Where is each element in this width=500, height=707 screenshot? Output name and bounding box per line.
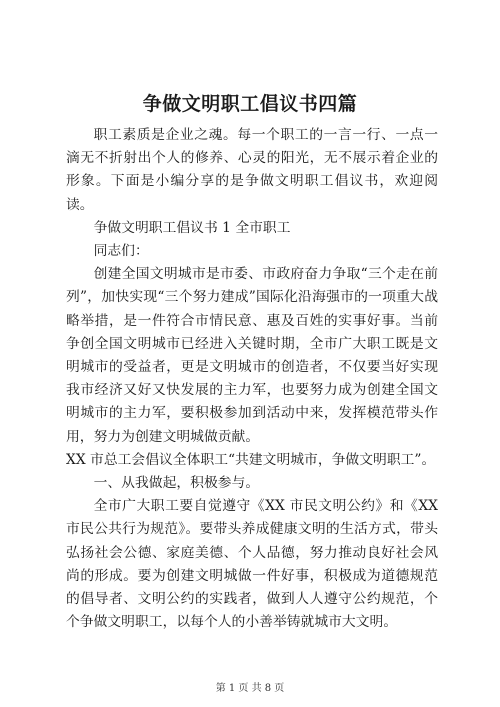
section-heading-1: 争做文明职工倡议书 1 全市职工 <box>93 219 291 236</box>
document-title: 争做文明职工倡议书四篇 <box>142 93 358 115</box>
salutation: 同志们： <box>93 243 149 260</box>
document-body <box>66 124 438 634</box>
body-paragraph-2: XX 市总工会倡议全体职工“共建文明城市，争做文明职工”。 <box>66 451 436 468</box>
body-paragraph-3: 全市广大职工要自觉遵守《XX 市民文明公约》和《XX 市民公共行为规范》。要带头养成健康文明的生活方式，带头弘扬社会公德、家庭美德、个人品德，努力推动良好社会风尚的形成。要为创建文明城做一件好事，积极成为道德规范的倡导者、文明公约的实践者，做到人人遵守公约规范，个个争做文明职工，以每个人的小善举铸就城市大文明。 <box>66 498 438 631</box>
body-paragraph-1: 创建全国文明城市是市委、市政府奋力争取“三个走在前列”，加快实现“三个努力建成”国际化沿海强市的一项重大战略举措，是一件符合市情民意、惠及百姓的实事好事。当前争创全国文明城市已经进入关键时期，全市广大职工既是文明城市的受益者，更是文明城市的创造者，不仅要当好实现我市经济又好又快发展的主力军，也要努力成为创建全国文明城市的主力军，要积极参加到活动中来，发挥模范带头作用，努力为创建文明城做贡献。 <box>66 266 438 445</box>
intro-paragraph: 职工素质是企业之魂。每一个职工的一言一行、一点一滴无不折射出个人的修养、心灵的阳光，无不展示着企业的形象。下面是小编分享的是争做文明职工倡议书，欢迎阅读。 <box>66 127 438 213</box>
sub-heading-1: 一、从我做起，积极参与。 <box>93 475 260 492</box>
page-footer: 第 1 页 共 8 页 <box>215 683 285 694</box>
